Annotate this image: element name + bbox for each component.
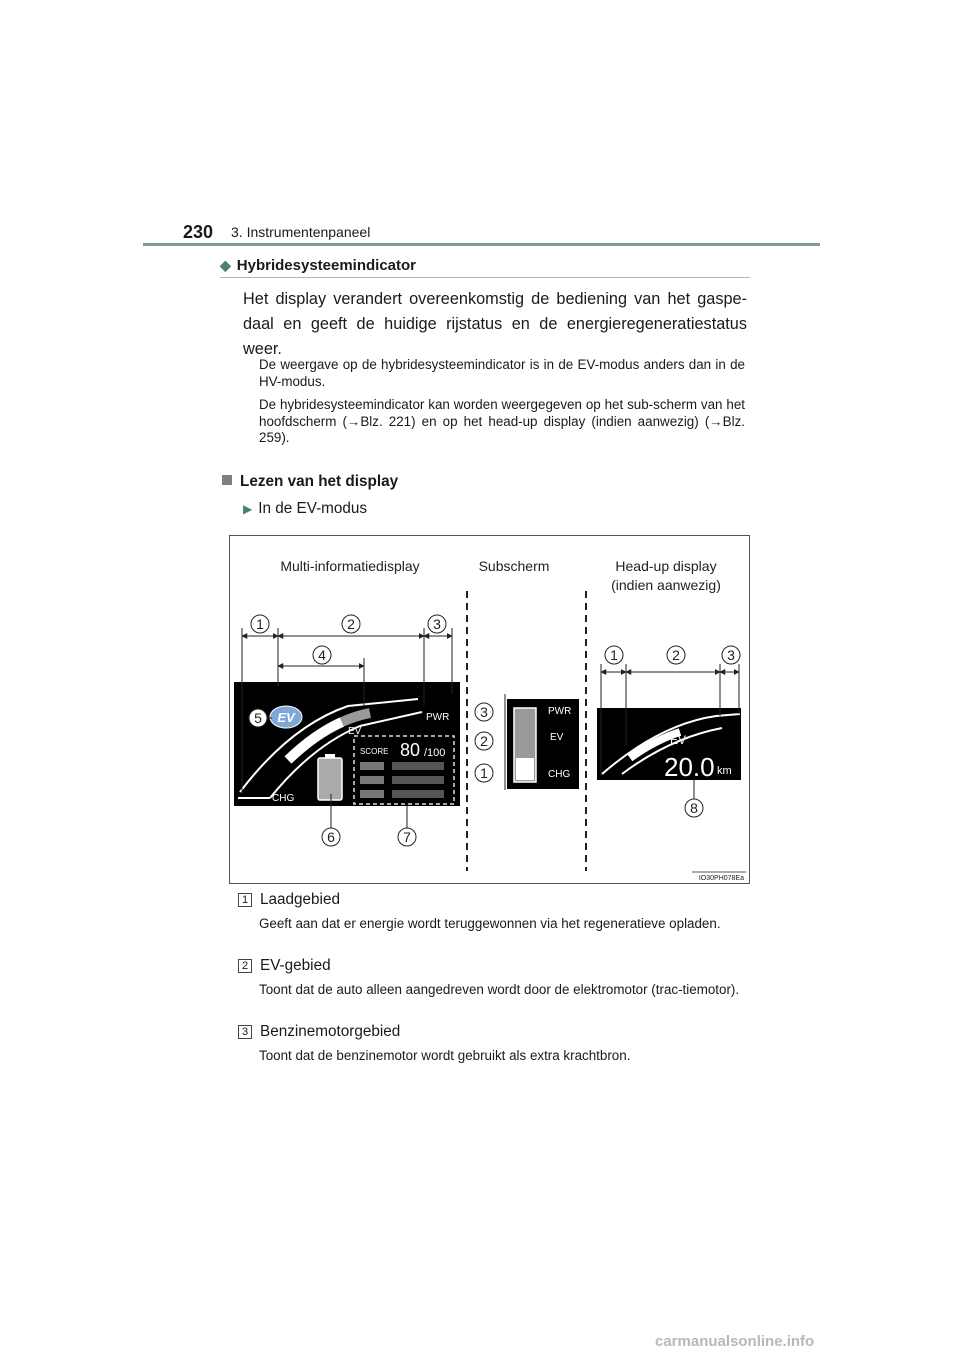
callout-1-text: 1: [256, 616, 264, 632]
sub-pwr-label: PWR: [548, 706, 572, 717]
hud-callout-3-text: 3: [727, 647, 735, 663]
multi-ev-label: EV: [348, 726, 362, 737]
score-label: SCORE: [360, 747, 389, 756]
sub-callout-3-text: 3: [480, 704, 488, 720]
callout-5-text: 5: [254, 710, 262, 726]
mode-line: [243, 500, 367, 518]
ev-badge-text: EV: [277, 710, 295, 725]
callout-2-text: 2: [347, 616, 355, 632]
item-1-label: Laadgebied: [260, 891, 340, 908]
callout-7-text: 7: [403, 829, 411, 845]
sub-callout-2-text: 2: [480, 733, 488, 749]
hud-callout-2-text: 2: [672, 647, 680, 663]
figure-illustration: [230, 536, 751, 885]
multi-pwr-label: PWR: [426, 712, 450, 723]
score-bars: [360, 762, 444, 798]
score-max: /100: [424, 747, 446, 759]
hud-callout-1-text: 1: [610, 647, 618, 663]
triangle-bullet-icon: ▶: [243, 502, 253, 516]
item-2-label: EV-gebied: [260, 957, 331, 974]
battery-icon: [318, 758, 342, 800]
sub-callout-1-text: 1: [480, 765, 488, 781]
callout-4-text: 4: [318, 647, 326, 663]
sub-chg-label: CHG: [548, 769, 571, 780]
subsection-title-text: Lezen van het display: [240, 473, 399, 490]
label-hud-optional: (indien aanwezig): [611, 577, 721, 593]
label-subscreen: Subscherm: [478, 558, 550, 574]
hybrid-indicator-figure: [229, 535, 750, 884]
item-2: [238, 957, 331, 975]
hud-callout-8-text: 8: [690, 800, 698, 816]
square-bullet-icon: [222, 475, 232, 485]
section-rule: [220, 277, 750, 278]
item-3: [238, 1023, 400, 1041]
item-1: [238, 891, 340, 909]
item-3-label: Benzinemotorgebied: [260, 1023, 401, 1040]
note-1: De weergave op de hybridesysteemindicator is in de EV-modus anders dan in de HV-modus.: [259, 357, 745, 389]
hud-ev-label: EV: [670, 733, 687, 747]
item-3-num: 3: [238, 1025, 252, 1039]
subsection-title: [222, 473, 398, 491]
section-title-text: Hybridesysteemindicator: [236, 257, 417, 274]
hud-km-value: 20.0: [664, 752, 715, 782]
hud-km-unit: km: [717, 765, 732, 777]
callout-3-text: 3: [433, 616, 441, 632]
label-multi-info: Multi-informatiedisplay: [280, 558, 420, 574]
item-2-num: 2: [238, 959, 252, 973]
score-value: 80: [400, 740, 421, 760]
section-title: [220, 257, 416, 274]
item-1-desc: Geeft aan dat er energie wordt teruggewonnen via het regeneratieve opladen.: [259, 916, 721, 931]
watermark: carmanualsonline.info: [655, 1333, 815, 1350]
item-1-num: 1: [238, 893, 252, 907]
header-rule: [143, 243, 820, 246]
item-2-desc: Toont dat de auto alleen aangedreven wordt door de elektromotor (trac-tiemotor).: [259, 982, 740, 997]
figure-code: IO30PH078Ea: [698, 875, 744, 882]
multi-chg-label: CHG: [272, 793, 295, 804]
diamond-icon: ◆: [220, 257, 231, 273]
subscreen-gauge-fill: [516, 758, 534, 780]
label-hud: Head-up display: [615, 558, 717, 574]
battery-terminal: [325, 754, 335, 758]
callout-6-text: 6: [327, 829, 335, 845]
multi-info-screen: [234, 682, 460, 806]
note-2: De hybridesysteemindicator kan worden weergegeven op het sub-scherm van het hoofdscherm (→Blz. 221) en op het head-up display (indien aanwezig) (→Blz. 259).: [259, 397, 745, 445]
mode-text: In de EV-modus: [258, 500, 368, 517]
page-number: 230: [183, 222, 214, 242]
chapter-title: 3. Instrumentenpaneel: [231, 224, 371, 240]
item-3-desc: Toont dat de benzinemotor wordt gebruikt als extra krachtbron.: [259, 1048, 631, 1063]
intro-paragraph: Het display verandert overeenkomstig de bediening van het gaspe-daal en geeft de huidige rijstatus en de energieregeneratiestatus weer.: [243, 290, 747, 358]
sub-ev-label: EV: [550, 732, 564, 743]
